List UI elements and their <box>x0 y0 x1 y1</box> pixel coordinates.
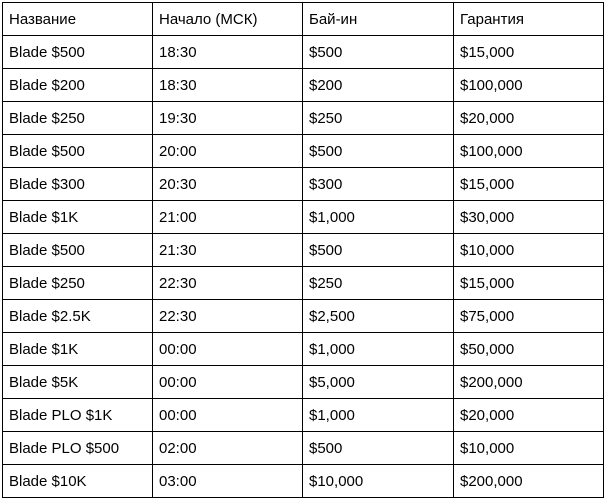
cell-name: Blade $500 <box>3 234 153 267</box>
cell-buy-in: $250 <box>303 102 454 135</box>
cell-guarantee: $20,000 <box>454 399 604 432</box>
cell-start-time: 21:30 <box>153 234 303 267</box>
header-buy-in: Бай-ин <box>303 3 454 36</box>
cell-name: Blade PLO $500 <box>3 432 153 465</box>
table-row <box>3 234 604 267</box>
table-header-row <box>3 3 604 36</box>
cell-name: Blade $250 <box>3 102 153 135</box>
cell-start-time: 18:30 <box>153 36 303 69</box>
cell-guarantee: $10,000 <box>454 432 604 465</box>
cell-buy-in: $250 <box>303 267 454 300</box>
table-row <box>3 267 604 300</box>
table-row <box>3 102 604 135</box>
cell-buy-in: $2,500 <box>303 300 454 333</box>
cell-guarantee: $15,000 <box>454 36 604 69</box>
cell-guarantee: $200,000 <box>454 366 604 399</box>
header-guarantee: Гарантия <box>454 3 604 36</box>
cell-name: Blade $1K <box>3 333 153 366</box>
cell-name: Blade $5K <box>3 366 153 399</box>
cell-name: Blade $500 <box>3 135 153 168</box>
cell-guarantee: $10,000 <box>454 234 604 267</box>
cell-buy-in: $5,000 <box>303 366 454 399</box>
table-row <box>3 135 604 168</box>
cell-buy-in: $500 <box>303 234 454 267</box>
table-row <box>3 432 604 465</box>
cell-name: Blade $1K <box>3 201 153 234</box>
cell-start-time: 18:30 <box>153 69 303 102</box>
cell-name: Blade $250 <box>3 267 153 300</box>
tournament-schedule-table <box>2 2 604 498</box>
cell-guarantee: $20,000 <box>454 102 604 135</box>
cell-name: Blade $300 <box>3 168 153 201</box>
cell-guarantee: $30,000 <box>454 201 604 234</box>
cell-buy-in: $500 <box>303 135 454 168</box>
cell-start-time: 00:00 <box>153 333 303 366</box>
cell-start-time: 20:00 <box>153 135 303 168</box>
cell-guarantee: $15,000 <box>454 267 604 300</box>
cell-buy-in: $1,000 <box>303 399 454 432</box>
table-row <box>3 36 604 69</box>
cell-guarantee: $100,000 <box>454 135 604 168</box>
cell-name: Blade $10K <box>3 465 153 498</box>
cell-start-time: 00:00 <box>153 399 303 432</box>
cell-buy-in: $500 <box>303 36 454 69</box>
table-row <box>3 333 604 366</box>
cell-start-time: 02:00 <box>153 432 303 465</box>
cell-start-time: 00:00 <box>153 366 303 399</box>
cell-start-time: 22:30 <box>153 300 303 333</box>
cell-name: Blade $200 <box>3 69 153 102</box>
cell-guarantee: $50,000 <box>454 333 604 366</box>
table-row <box>3 201 604 234</box>
table-row <box>3 300 604 333</box>
cell-guarantee: $15,000 <box>454 168 604 201</box>
cell-buy-in: $300 <box>303 168 454 201</box>
table-row <box>3 465 604 498</box>
cell-buy-in: $1,000 <box>303 201 454 234</box>
table-body <box>3 3 604 498</box>
cell-buy-in: $500 <box>303 432 454 465</box>
cell-guarantee: $200,000 <box>454 465 604 498</box>
header-name: Название <box>3 3 153 36</box>
table-row <box>3 366 604 399</box>
cell-start-time: 22:30 <box>153 267 303 300</box>
cell-start-time: 19:30 <box>153 102 303 135</box>
cell-guarantee: $100,000 <box>454 69 604 102</box>
cell-start-time: 03:00 <box>153 465 303 498</box>
cell-start-time: 21:00 <box>153 201 303 234</box>
cell-name: Blade $500 <box>3 36 153 69</box>
cell-start-time: 20:30 <box>153 168 303 201</box>
cell-buy-in: $200 <box>303 69 454 102</box>
cell-buy-in: $1,000 <box>303 333 454 366</box>
table-row <box>3 168 604 201</box>
cell-guarantee: $75,000 <box>454 300 604 333</box>
cell-name: Blade PLO $1K <box>3 399 153 432</box>
table-row <box>3 69 604 102</box>
table-row <box>3 399 604 432</box>
cell-buy-in: $10,000 <box>303 465 454 498</box>
header-start-time: Начало (МСК) <box>153 3 303 36</box>
cell-name: Blade $2.5K <box>3 300 153 333</box>
